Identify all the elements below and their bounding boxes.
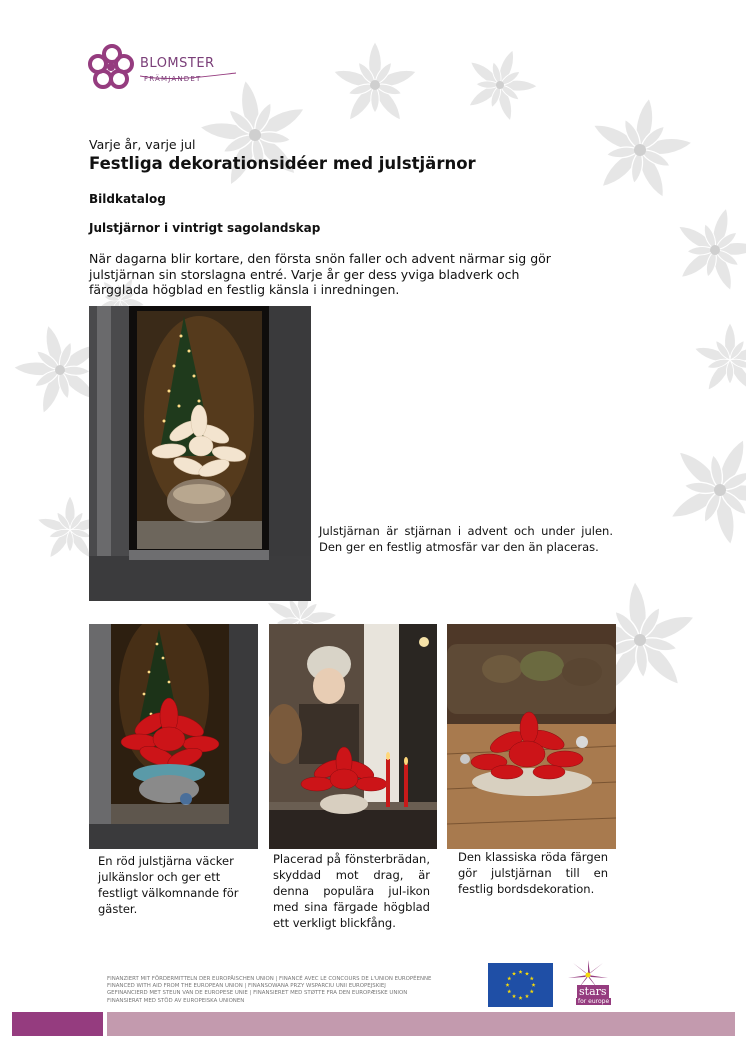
eu-flag-icon xyxy=(488,963,553,1007)
funding-line: GEFINANCIERD MET STEUN VAN DE EUROPESE UNIE | FINANSIERET MED STØTTE FRA DEN EUROPÆISKE UNION xyxy=(107,990,408,997)
intro-paragraph: När dagarna blir kortare, den första snön faller och advent närmar sig gör julstjärnan sin storslagna entré. Varje år ger dess yviga bladverk och färgglada högblad en festlig känsla i inredningen. xyxy=(89,251,551,297)
footer-bar xyxy=(107,1012,735,1036)
eu-star xyxy=(530,976,534,980)
kicker: Varje år, varje jul xyxy=(89,137,196,152)
photo-red-poinsettia-window xyxy=(89,624,258,849)
photo-table-poinsettia xyxy=(447,624,616,849)
main-photo-white-poinsettia-window xyxy=(89,306,311,601)
eu-star xyxy=(512,972,516,976)
eu-funding-notice xyxy=(107,976,477,1005)
eu-star xyxy=(518,970,522,974)
subheading: Julstjärnor i vintrigt sagolandskap xyxy=(89,221,321,235)
blomsterframjandet-logo xyxy=(86,40,246,95)
eu-star xyxy=(525,972,529,976)
funding-line: FINANZIERT MIT FÖRDERMITTELN DER EUROPÄISCHEN UNION | FINANCÉ AVEC LE CONCOURS DE L'UNION EUROPÉENNE xyxy=(107,976,432,982)
photo-a-caption: En röd julstjärna väcker julkänslor och ger ett festligt välkomnande för gäster. xyxy=(98,854,239,916)
logo-name: BLOMSTER xyxy=(140,56,215,71)
main-photo-caption: Julstjärnan är stjärnan i advent och under julen. Den ger en festlig atmosfär var den än placeras. xyxy=(319,524,613,554)
eu-star xyxy=(505,983,509,987)
eu-star xyxy=(518,996,522,1000)
eu-star xyxy=(531,983,535,987)
eu-star xyxy=(525,994,529,998)
photo-b-caption: Placerad på fönsterbrädan, skyddad mot drag, är denna populära jul-ikon med sina färgade högblad ett verkligt blickfång. xyxy=(273,852,430,930)
photo-girl-window-poinsettia xyxy=(269,624,437,849)
page-title: Festliga dekorationsidéer med julstjärnor xyxy=(89,154,476,173)
eu-star xyxy=(507,989,511,993)
stars-for-europe-logo xyxy=(563,960,613,1008)
photo-c-caption: Den klassiska röda färgen gör julstjärnan till en festlig bordsdekoration. xyxy=(458,850,608,896)
eu-star xyxy=(512,994,516,998)
section-heading: Bildkatalog xyxy=(89,192,166,206)
logo-subtitle: FRÄMJANDET xyxy=(144,75,202,83)
eu-star xyxy=(507,976,511,980)
funding-line: FINANSIERAT MED STÖD AV EUROPEISKA UNIONEN xyxy=(107,997,245,1004)
stars-logo-text: stars xyxy=(579,985,607,998)
footer-bar-accent xyxy=(12,1012,103,1036)
eu-star xyxy=(530,989,534,993)
funding-line: FINANCED WITH AID FROM THE EUROPEAN UNION | FINANSOWANA PRZY WSPARCIU UNII EUROPEJSKIEJ xyxy=(107,983,386,990)
stars-logo-subtext: for europe xyxy=(578,998,610,1005)
flower-logo-icon xyxy=(86,42,142,92)
